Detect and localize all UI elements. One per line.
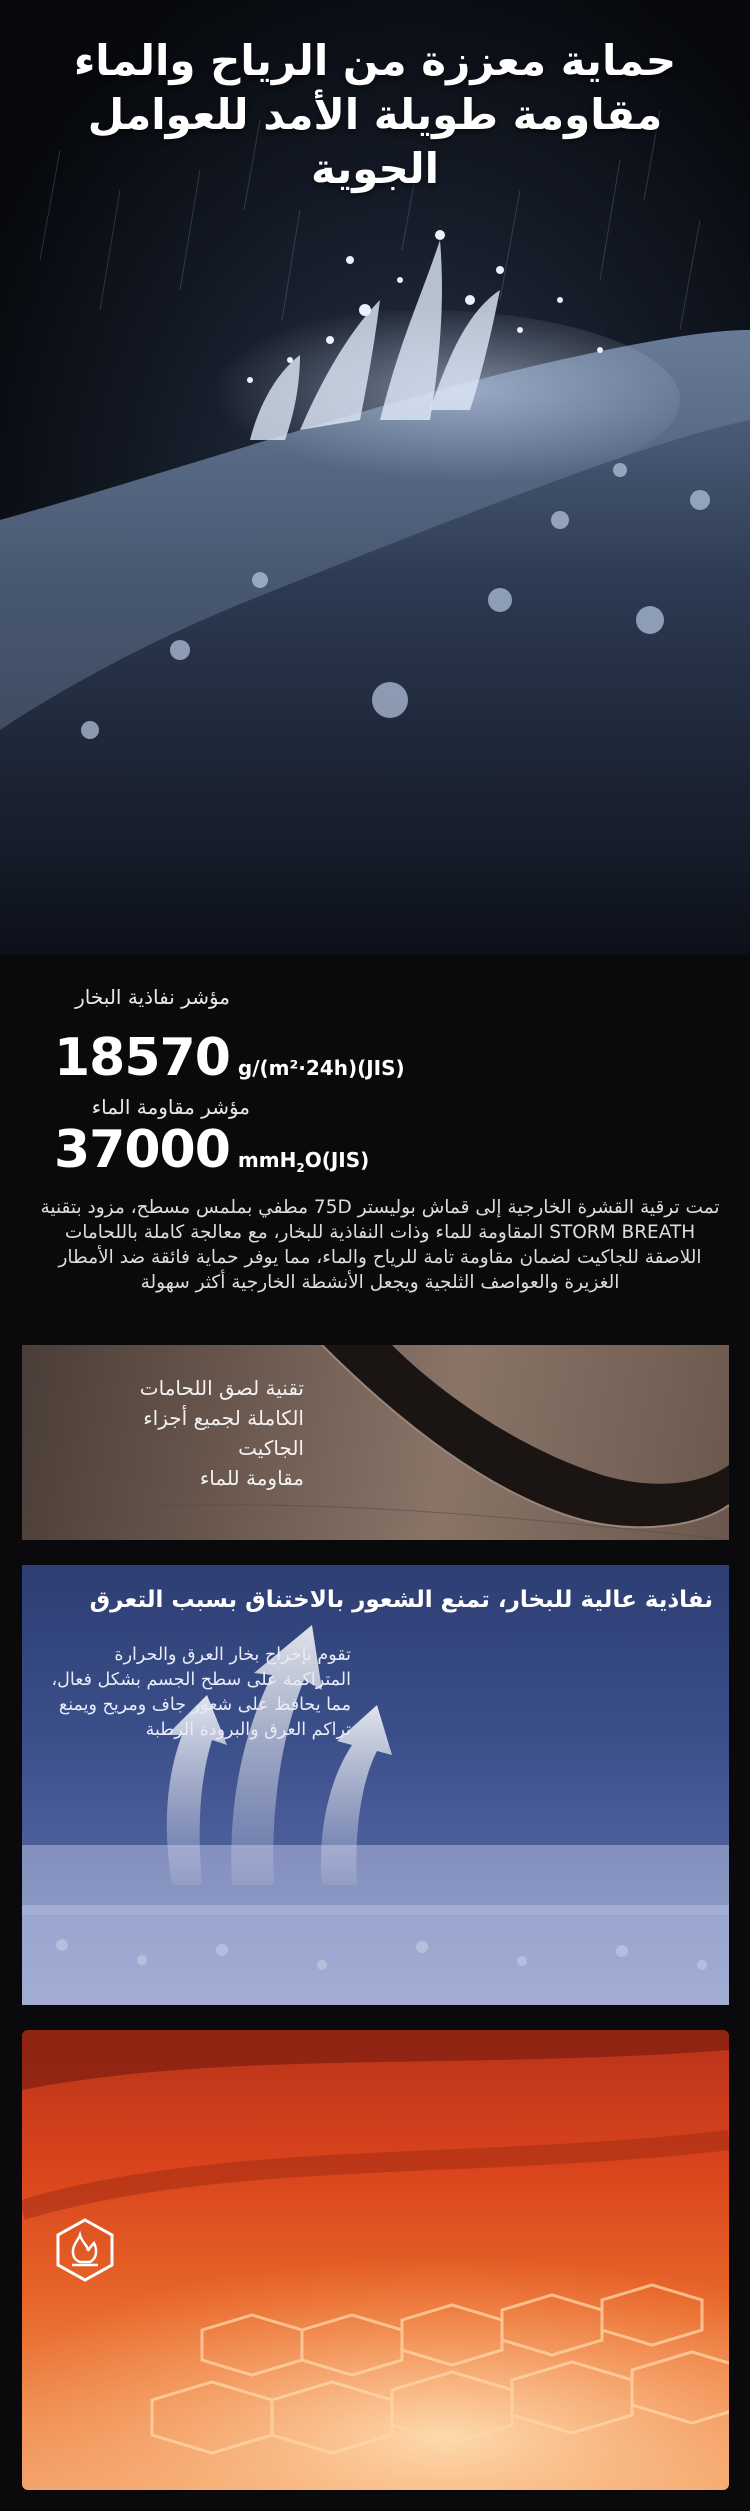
vapor-value: 18570 xyxy=(54,1028,230,1088)
vapor-spec xyxy=(54,1028,405,1088)
vapor-unit: g/(m²·24h)(JIS) xyxy=(237,1056,405,1080)
water-value: 37000 xyxy=(54,1120,230,1180)
heat-honeycomb-illustration xyxy=(22,2030,729,2490)
product-description: تمت ترقية القشرة الخارجية إلى قماش بوليستر 75D مطفي بملمس مسطح، مزود بتقنية STORM BREATH المقاومة للماء وذات النفاذية للبخار، مع معالجة كاملة باللحامات اللاصقة للجاكيت لضمان مقاومة تامة للرياح والماء، مما يوفر حماية فائقة ضد الأمطار الغزيرة والعواصف الثلجية ويجعل الأنشطة الخارجية أكثر سهولة xyxy=(40,1197,720,1293)
hero-water-splash xyxy=(0,0,750,955)
headline-line-2: مقاومة طويلة الأمد للعوامل xyxy=(87,90,663,139)
hero-headline xyxy=(30,34,720,196)
heat-panel xyxy=(22,2030,729,2490)
water-spec xyxy=(54,1120,369,1180)
water-unit: mmH$_2$O(JIS) xyxy=(237,1148,370,1175)
headline-line-1: حماية معززة من الرياح والماء xyxy=(73,36,677,85)
breathability-panel xyxy=(22,1565,729,2005)
headline-line-3: الجوية xyxy=(310,144,439,193)
seam-tape-text: تقنية لصق اللحامات الكاملة لجميع أجزاء الجاكيت مقاومة للماء xyxy=(139,1376,304,1490)
heat-shield-icon xyxy=(50,2215,120,2285)
breathability-illustration xyxy=(22,1565,729,2005)
breathability-text: تقوم بإخراج بخار العرق والحرارة المتراكمة على سطح الجسم بشكل فعال، مما يحافظ على شعور جاف ومريح ويمنع تراكم العرق والبرودة الرطبة xyxy=(51,1645,351,1740)
breathability-title: نفاذية عالية للبخار، تمنع الشعور بالاختناق بسبب التعرق xyxy=(89,1587,713,1613)
water-label: مؤشر مقاومة الماء xyxy=(91,1095,250,1119)
vapor-label: مؤشر نفاذية البخار xyxy=(75,985,230,1009)
seam-tape-panel xyxy=(22,1345,729,1540)
